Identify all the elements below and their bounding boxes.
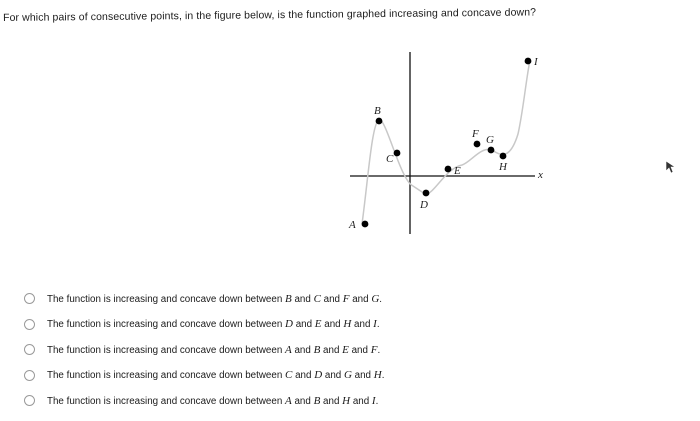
radio-button[interactable] (24, 370, 35, 381)
point-d (423, 190, 430, 197)
radio-button[interactable] (24, 293, 35, 304)
label-d: D (420, 199, 428, 211)
label-c: C (386, 153, 394, 165)
label-f: F (472, 128, 479, 140)
point-i (525, 58, 532, 65)
point-c (394, 150, 401, 157)
point-b (376, 118, 383, 125)
point-h (500, 153, 507, 160)
function-curve (362, 60, 530, 224)
point-g (488, 147, 495, 154)
x-axis-label: x (538, 169, 543, 181)
radio-button[interactable] (24, 344, 35, 355)
answer-options (24, 286, 494, 414)
radio-button[interactable] (24, 395, 35, 406)
option-5[interactable] (24, 388, 494, 414)
label-g: G (486, 134, 494, 146)
label-i: I (534, 56, 538, 68)
label-h: H (499, 161, 507, 173)
option-4[interactable] (24, 363, 494, 389)
point-a (362, 221, 369, 228)
option-label: The function is increasing and concave down between D and E and H and I. (47, 318, 380, 331)
question-text: For which pairs of consecutive points, in the figure below, is the function graphed increasing and concave down? (3, 6, 537, 24)
option-3[interactable] (24, 337, 494, 363)
option-label: The function is increasing and concave down between B and C and F and G. (47, 292, 382, 305)
label-b: B (374, 105, 381, 117)
point-e (445, 166, 452, 173)
radio-button[interactable] (24, 319, 35, 330)
label-e: E (454, 165, 461, 177)
option-1[interactable] (24, 286, 494, 312)
option-label: The function is increasing and concave down between A and B and E and F. (47, 343, 381, 356)
point-f (474, 141, 481, 148)
option-2[interactable] (24, 312, 494, 338)
label-a: A (349, 219, 356, 231)
option-label: The function is increasing and concave down between A and B and H and I. (47, 394, 379, 407)
mouse-cursor-icon (665, 160, 677, 174)
option-label: The function is increasing and concave down between C and D and G and H. (47, 369, 385, 382)
